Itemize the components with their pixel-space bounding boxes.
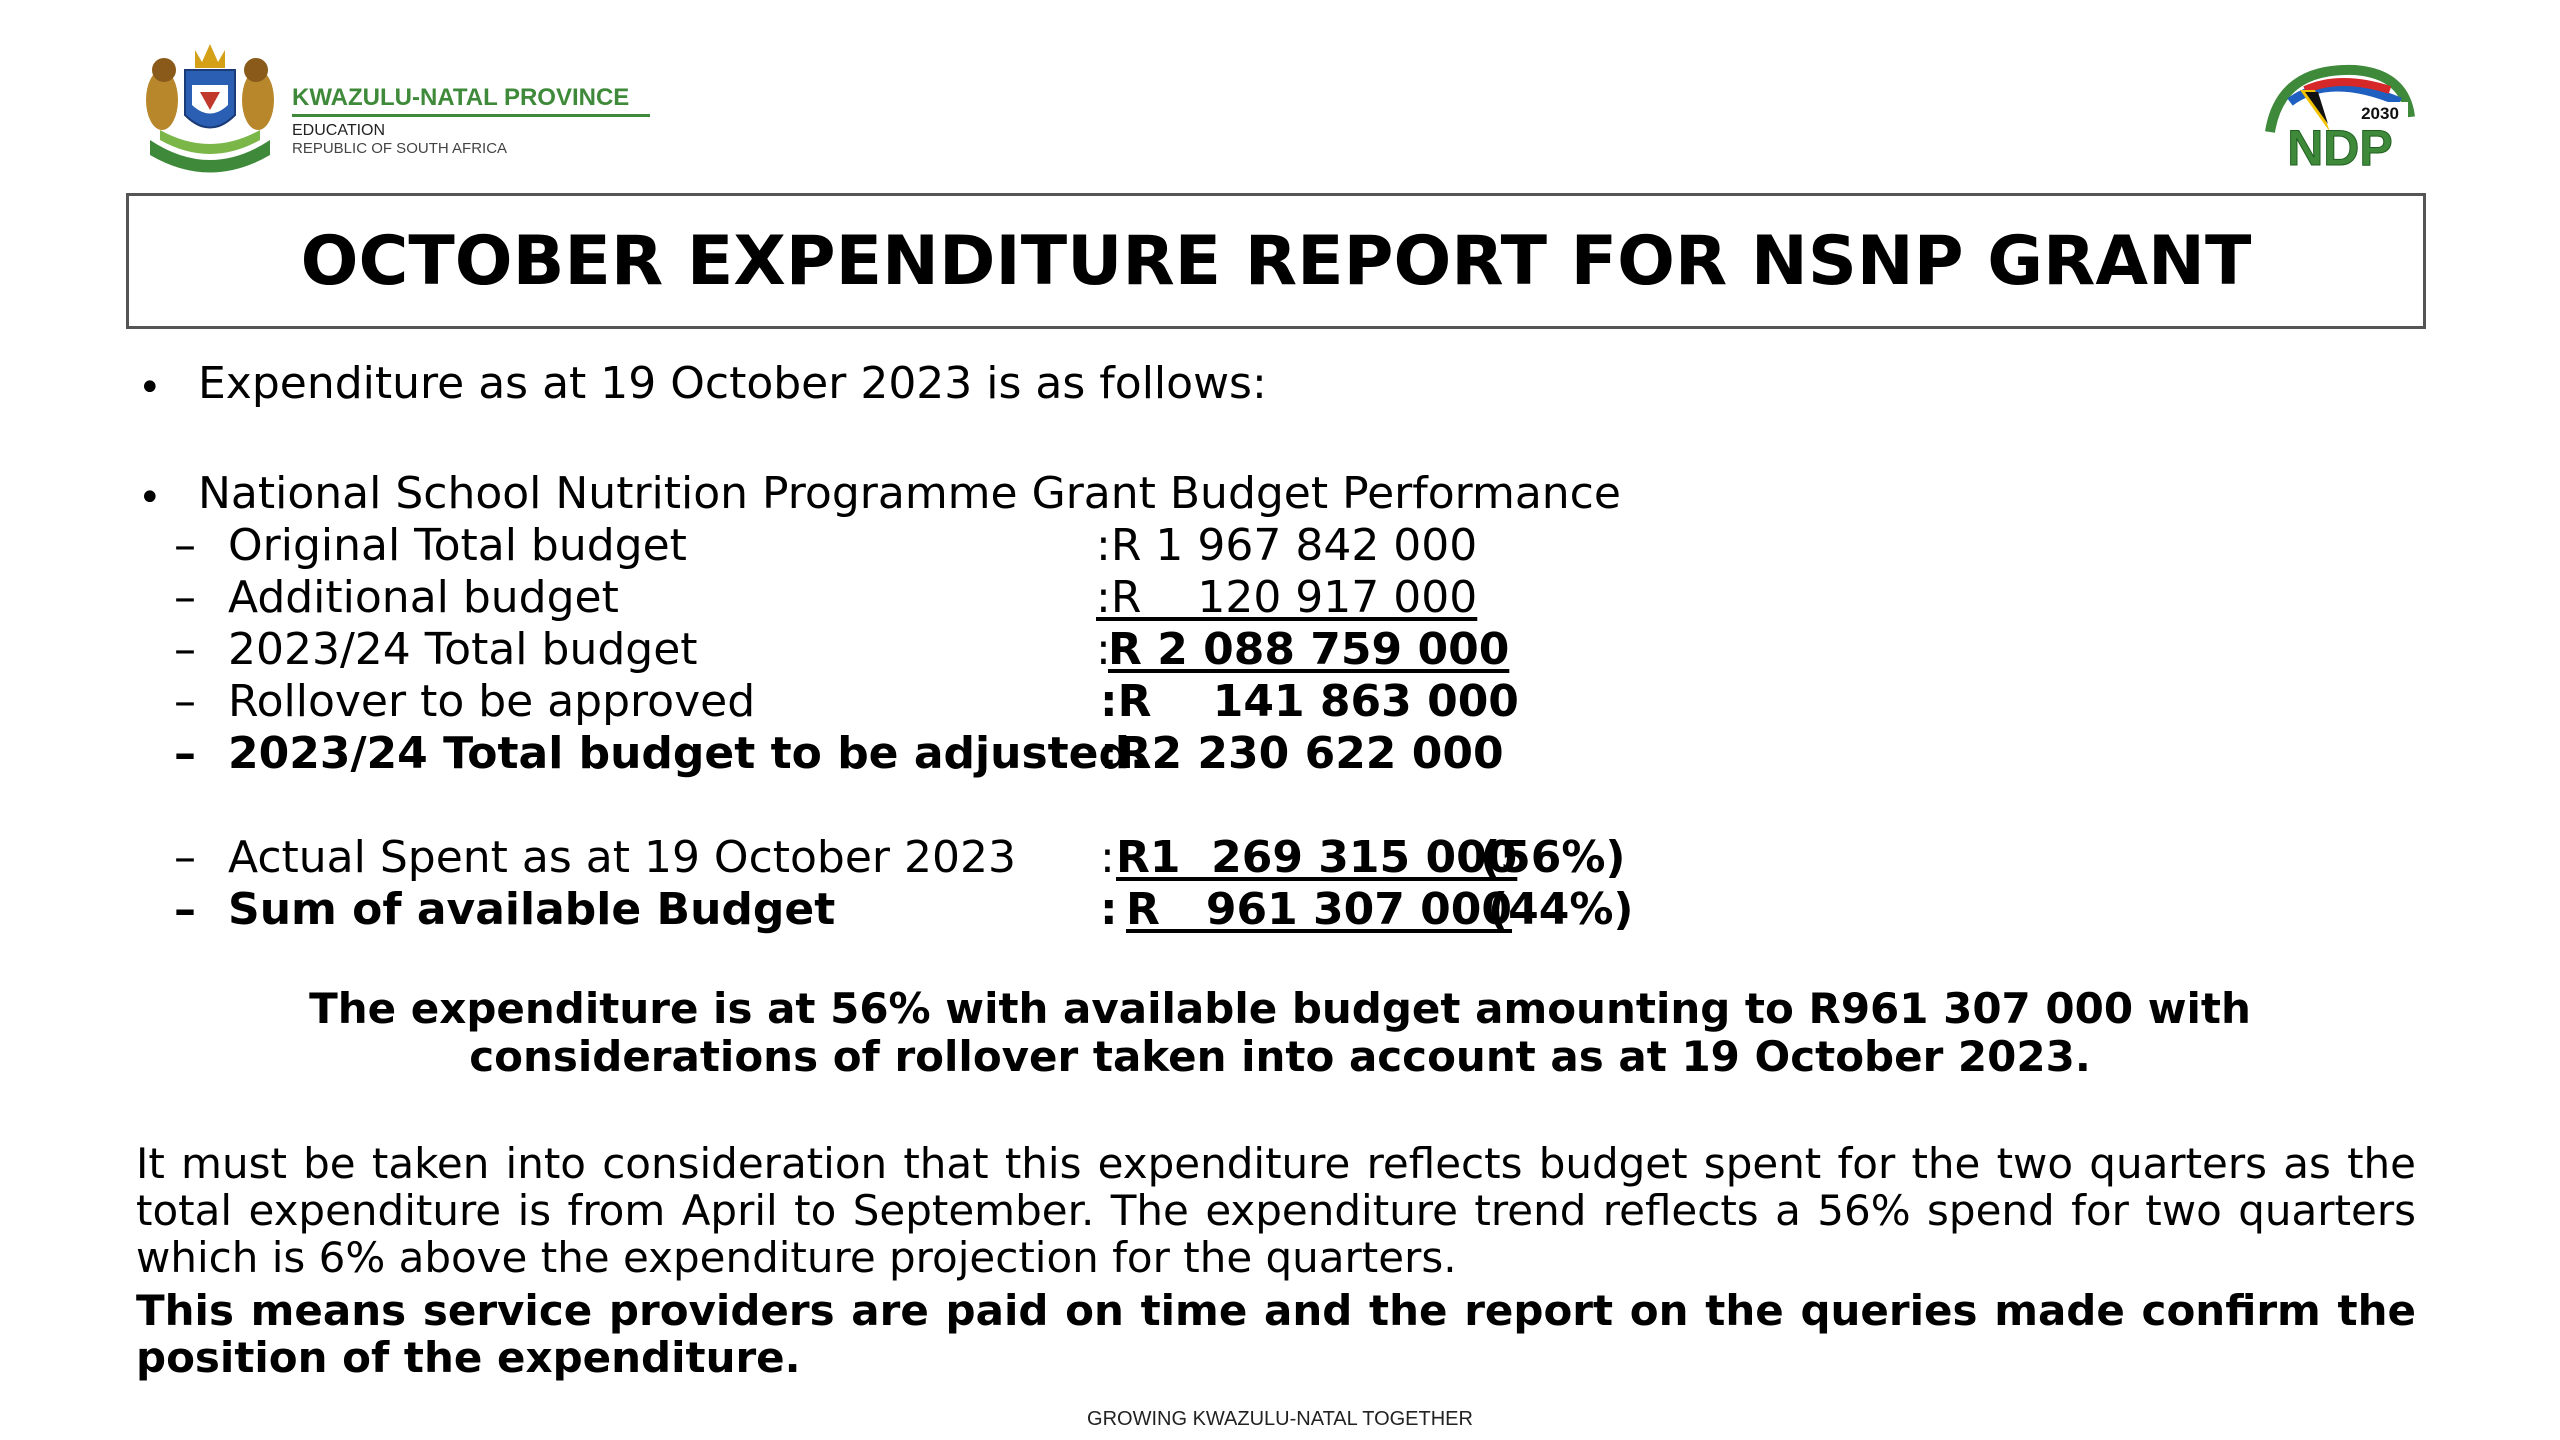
- spent-value-colon: :: [1100, 884, 1133, 935]
- budget-label: 2023/24 Total budget: [228, 624, 698, 675]
- department-name: EDUCATION: [292, 122, 386, 139]
- budget-value: :R 1 967 842 000: [1096, 520, 1478, 571]
- intro-bullet: Expenditure as at 19 October 2023 is as follows:: [198, 358, 1267, 409]
- header-divider: [292, 114, 650, 117]
- section-bullet: National School Nutrition Programme Grant Budget Performance: [198, 468, 1621, 519]
- budget-value: :R 141 863 000: [1100, 676, 1519, 727]
- dash-icon: –: [174, 520, 196, 571]
- footer-slogan: GROWING KWAZULU-NATAL TOGETHER: [1087, 1408, 1473, 1430]
- budget-label: 2023/24 Total budget to be adjusted.: [228, 728, 1147, 779]
- dash-icon: –: [174, 832, 196, 883]
- ndp-text: NDP: [2287, 120, 2393, 172]
- dash-icon: –: [174, 624, 196, 675]
- budget-value-colon: :: [1096, 624, 1111, 675]
- spent-value: R 961 307 000: [1126, 884, 1513, 935]
- spent-label: Actual Spent as at 19 October 2023: [228, 832, 1016, 883]
- spent-percent: (44%): [1488, 884, 1634, 935]
- kzn-coat-of-arms-icon: [140, 30, 280, 180]
- spent-label: Sum of available Budget: [228, 884, 836, 935]
- ndp-2030-logo: [2260, 62, 2420, 172]
- budget-label: Rollover to be approved: [228, 676, 756, 727]
- dash-icon: –: [174, 728, 196, 779]
- dash-icon: –: [174, 884, 196, 935]
- spent-value-colon: :: [1100, 832, 1115, 883]
- province-name: KWAZULU-NATAL PROVINCE: [292, 84, 630, 111]
- summary-statement: The expenditure is at 56% with available budget amounting to R961 307 000 with considerations of rollover taken into account as at 19 October 2023.: [309, 984, 2251, 1081]
- budget-label: Additional budget: [228, 572, 619, 623]
- explanation-paragraph: It must be taken into consideration that this expenditure reflects budget spent for the two quarters as the total expenditure is from April to September. The expenditure trend reflects a 56% spend for two quarters which is 6% above the expenditure projection for the quarters.: [136, 1139, 2416, 1282]
- dash-icon: –: [174, 676, 196, 727]
- ndp-year: 2030: [2361, 104, 2399, 123]
- dash-icon: –: [174, 572, 196, 623]
- conclusion-paragraph: This means service providers are paid on time and the report on the queries made confirm the position of the expenditure.: [136, 1286, 2416, 1382]
- budget-label: Original Total budget: [228, 520, 687, 571]
- title-box: [126, 193, 2426, 329]
- kzn-education-logo: [140, 30, 660, 180]
- budget-value: :R2 230 622 000: [1100, 728, 1504, 779]
- budget-value: R 2 088 759 000: [1108, 624, 1510, 675]
- republic-name: REPUBLIC OF SOUTH AFRICA: [292, 140, 508, 157]
- bullet-icon: •: [138, 475, 162, 521]
- budget-value: :R 120 917 000: [1096, 572, 1478, 623]
- page-title: OCTOBER EXPENDITURE REPORT FOR NSNP GRANT: [300, 221, 2252, 301]
- spent-value: R1 269 315 000: [1116, 832, 1518, 883]
- bullet-icon: •: [138, 365, 162, 411]
- spent-percent: (56%): [1480, 832, 1626, 883]
